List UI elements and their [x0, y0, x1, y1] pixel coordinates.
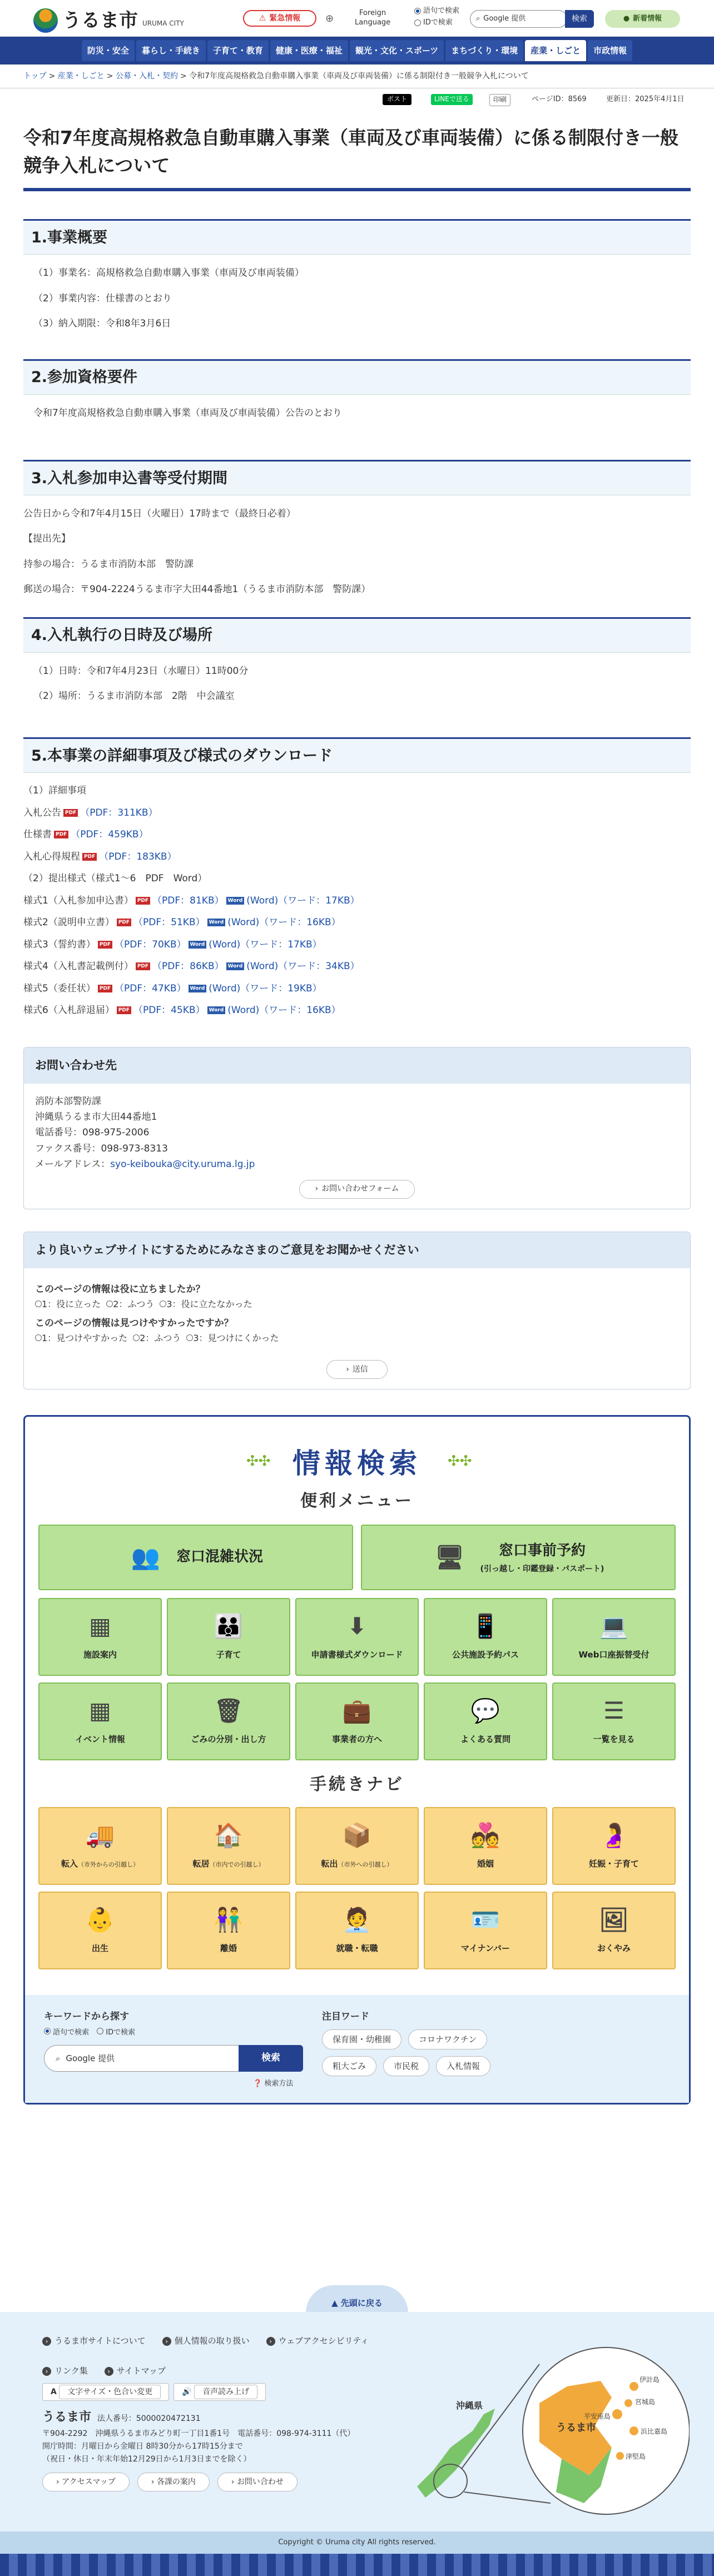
zoom-line	[464, 2492, 551, 2503]
download-form-icon: ⬇	[347, 1612, 367, 1640]
search-placeholder: Google 提供	[483, 14, 526, 23]
menu-tile[interactable]	[167, 1598, 290, 1676]
section-downloads	[23, 737, 691, 1018]
logo-subtext: URUMA CITY	[142, 19, 184, 27]
tile-label: 転入	[61, 1859, 78, 1869]
big-label: 窓口事前予約	[498, 1542, 586, 1560]
section-heading: 5.本事業の詳細事項及び様式のダウンロード	[23, 737, 691, 773]
doc-name: 入札心得規程	[23, 851, 80, 862]
radio-id-label: IDで検索	[423, 18, 453, 27]
procedure-nav-title: 手続きナビ	[310, 1775, 404, 1795]
back-to-top-label: 先頭に戻る	[340, 2298, 383, 2308]
speaker-icon: 🔊	[182, 2388, 192, 2396]
send-label: 送信	[352, 1364, 368, 1374]
form-name: 様式6（入札辞退届）	[23, 1005, 115, 1016]
island-dot	[629, 2382, 638, 2391]
word-link[interactable]: (Word)（ワード：17KB）	[209, 939, 322, 950]
gnav-item[interactable]: 暮らし・手続き	[136, 40, 206, 61]
word-icon: Word	[207, 1006, 226, 1014]
info-search-panel	[23, 1415, 691, 2105]
move-out-icon: 📦	[342, 1821, 372, 1849]
radio-id[interactable]	[414, 17, 459, 29]
word-icon: Word	[226, 897, 245, 905]
menu-tile[interactable]	[167, 1682, 290, 1760]
move-in-icon: 🚚	[85, 1821, 115, 1849]
island-dot	[629, 2426, 638, 2435]
breadcrumb	[0, 64, 714, 88]
map-label-city: うるま市	[556, 2422, 596, 2434]
pill-label: アクセスマップ	[62, 2477, 116, 2486]
pdf-link[interactable]: （PDF：47KB）	[115, 982, 186, 994]
radio-label: IDで検索	[106, 2028, 136, 2037]
text-size-button[interactable]	[42, 2383, 169, 2401]
map-label-island: 平安座島	[584, 2413, 611, 2420]
calendar-icon: ▦	[89, 1697, 111, 1725]
procedure-tile[interactable]	[552, 1892, 676, 1969]
tile-label: 子育て	[216, 1650, 241, 1660]
chevron-right-icon: ›	[346, 1364, 349, 1374]
map-label-island: 津堅島	[626, 2453, 646, 2460]
procedure-tile[interactable]	[424, 1807, 547, 1885]
corp-number: 法人番号：5000020472131	[97, 2414, 201, 2424]
text: （1）事業名：高規格救急自動車購入事業（車両及び車両装備）	[33, 267, 304, 279]
site-header	[0, 0, 714, 37]
footer-link[interactable]: › 個人情報の取り扱い	[162, 2334, 250, 2347]
form-name: 様式3（誓約書）	[23, 939, 96, 950]
menu-tile[interactable]	[424, 1598, 547, 1676]
keyword-search-button[interactable]: 検索	[239, 2045, 303, 2072]
form-name: 様式1（入札参加申込書）	[23, 895, 133, 906]
reception-icon: 🖥	[434, 1543, 465, 1571]
breadcrumb-sep: >	[106, 72, 113, 81]
question-icon: ❓	[253, 2079, 262, 2088]
pregnancy-icon: 🤰	[599, 1821, 629, 1849]
text-size-icon: A	[51, 2388, 57, 2396]
footer-link[interactable]: › サイトマップ	[105, 2364, 166, 2378]
word-link[interactable]: (Word)（ワード：19KB）	[209, 982, 322, 994]
pdf-link[interactable]: （PDF：70KB）	[115, 939, 186, 950]
access-map-button[interactable]: › アクセスマップ	[42, 2473, 130, 2491]
search-icon: ⌕	[476, 14, 480, 23]
doc-name: 仕様書	[23, 829, 52, 841]
tile-label: 転出	[321, 1859, 338, 1869]
breadcrumb-link[interactable]: 公募・入札・契約	[115, 72, 178, 81]
hot-words-title: 注目ワード	[322, 2011, 369, 2023]
print-button[interactable]: 印刷	[489, 94, 510, 106]
menu-tile[interactable]	[552, 1682, 676, 1760]
option-label: 1：役に立った	[42, 1299, 101, 1310]
procedure-tile[interactable]	[38, 1892, 162, 1969]
hours: 開庁時間：月曜日から金曜日 8時30分から17時15分まで	[42, 2441, 243, 2451]
tile-label: 転居	[192, 1859, 210, 1869]
text: （2）事業内容：仕様書のとおり	[33, 292, 172, 304]
section-heading: 1.事業概要	[23, 219, 691, 255]
radio-option[interactable]	[35, 1297, 101, 1312]
tile-label: イベント情報	[75, 1734, 125, 1745]
text: 持参の場合：うるま市消防本部 警防課	[23, 558, 194, 570]
text: （1）詳細事項	[23, 785, 86, 797]
section-heading: 2.参加資格要件	[23, 359, 691, 395]
pdf-icon: PDF	[98, 985, 112, 992]
id-card-icon: 🪪	[470, 1906, 500, 1934]
hot-word-chip[interactable]: 入札情報	[436, 2056, 490, 2076]
section-eligibility	[23, 359, 691, 421]
tile-label: マイナンバー	[461, 1943, 510, 1954]
back-to-top-button[interactable]	[306, 2285, 408, 2313]
copyright: Copyright © Uruma city All rights reserved.	[0, 2532, 714, 2554]
pdf-link[interactable]: （PDF：81KB）	[152, 895, 224, 906]
pdf-icon: PDF	[63, 809, 78, 817]
pdf-icon: PDF	[136, 962, 150, 970]
footer-link[interactable]: › リンク集	[42, 2364, 88, 2378]
house-move-icon: 🏠	[214, 1821, 244, 1849]
tile-label: 就職・転職	[336, 1943, 378, 1954]
send-button[interactable]	[326, 1360, 388, 1379]
text: 公告日から令和7年4月15日（火曜日）17時まで（最終日必着）	[23, 508, 296, 520]
parent-child-icon: 👪	[214, 1612, 244, 1640]
people-icon: 👥	[131, 1543, 161, 1571]
word-icon: Word	[189, 941, 207, 949]
contact-box	[23, 1047, 691, 1209]
read-aloud-button[interactable]	[173, 2383, 266, 2401]
page-id: ページID：8569	[532, 95, 587, 104]
faq-icon: 💬	[470, 1697, 500, 1725]
radio-option[interactable]	[35, 1331, 127, 1346]
logo-text: うるま市	[62, 9, 138, 32]
contact-heading: お問い合わせ先	[24, 1048, 690, 1084]
address: 〒904-2292 沖縄県うるま市みどり町一丁目1番1号 電話番号：098-974-3111（代）	[42, 2429, 355, 2438]
search-icon: ⌕	[56, 2053, 61, 2064]
keyword-search-area	[25, 1995, 689, 2103]
text: 郵送の場合：〒904-2224うるま市字大田44番地1（うるま市消防本部 警防課）	[23, 583, 371, 595]
option-label: 2：ふつう	[113, 1299, 155, 1310]
radio-option[interactable]	[133, 1331, 181, 1346]
gnav-item[interactable]: 健康・医療・福祉	[270, 40, 348, 61]
footer-city-name: うるま市	[42, 2410, 92, 2425]
radio-id[interactable]	[97, 2027, 135, 2039]
procedure-tile[interactable]	[552, 1807, 676, 1885]
feedback-heading: より良いウェブサイトにするためにみなさまのご意見をお聞かせください	[24, 1232, 690, 1269]
decorative-band	[0, 2554, 714, 2576]
footer-link[interactable]: › うるま市サイトについて	[42, 2334, 146, 2347]
job-icon: 🧑‍💼	[342, 1906, 372, 1934]
condolence-icon: 🖼	[599, 1906, 629, 1934]
counter-congestion-button[interactable]	[38, 1525, 353, 1590]
procedure-tile[interactable]	[167, 1892, 290, 1969]
section-overview	[23, 219, 691, 331]
form-name: 様式5（委任状）	[23, 982, 96, 994]
question: このページの情報は見つけやすかったですか？	[35, 1317, 234, 1329]
tile-sublabel: （市内での引越し）	[209, 1861, 265, 1869]
big-sublabel: (引っ越し・印鑑登録・パスポート)	[480, 1564, 604, 1574]
pill-label: お問い合わせ	[236, 2477, 284, 2486]
tile-label: Web口座振替受付	[578, 1650, 649, 1660]
breadcrumb-link[interactable]: 産業・しごと	[57, 72, 105, 81]
form-name: 様式4（入札書記載例付）	[23, 961, 133, 972]
tile-label: 施設案内	[83, 1650, 117, 1660]
section-heading: 3.入札参加申込書等受付期間	[23, 460, 691, 495]
option-label: 1：見つけやすかった	[42, 1332, 128, 1343]
decor-icon: ✣✣	[448, 1453, 472, 1470]
menu-tile[interactable]	[38, 1682, 162, 1760]
island-dot	[612, 2409, 622, 2419]
search-mode	[414, 6, 459, 29]
header-search-input[interactable]	[470, 10, 567, 28]
text: （1）日時：令和7年4月23日（水曜日）11時00分	[33, 665, 249, 677]
form-row	[23, 938, 681, 952]
pdf-link[interactable]: （PDF：45KB）	[133, 1005, 205, 1016]
pdf-link[interactable]: （PDF：86KB）	[152, 961, 224, 972]
tile-sublabel: （市外からの引越し）	[78, 1861, 139, 1869]
header-search-button[interactable]: 検索	[565, 10, 594, 28]
hot-word-chip[interactable]: 粗大ごみ	[322, 2056, 376, 2076]
tile-label: 一覧を見る	[593, 1734, 635, 1745]
menu-tile[interactable]	[295, 1682, 419, 1760]
tile-label: 出生	[91, 1943, 108, 1954]
new-arrivals-label: 新着情報	[633, 14, 662, 23]
section-heading: 4.入札執行の日時及び場所	[23, 617, 691, 653]
line-share-button[interactable]: LINEで送る	[431, 94, 473, 105]
tile-label: ごみの分別・出し方	[191, 1734, 266, 1745]
map-label-island: 伊計島	[639, 2376, 660, 2384]
text-size-label: 文字サイズ・色合い変更	[59, 2385, 161, 2399]
menu-tile[interactable]	[38, 1598, 162, 1676]
word-link[interactable]: (Word)（ワード：16KB）	[227, 1005, 341, 1016]
radio-phrase-label: 語句で検索	[423, 7, 460, 15]
pdf-icon: PDF	[98, 941, 112, 949]
procedure-tile[interactable]	[424, 1892, 547, 1969]
emergency-label: 緊急情報	[269, 13, 301, 23]
pdf-icon: PDF	[54, 831, 68, 838]
island-dot	[616, 2452, 624, 2460]
radio-phrase[interactable]	[414, 6, 459, 17]
map-label-island: 浜比嘉島	[641, 2428, 668, 2435]
pdf-icon: PDF	[82, 853, 97, 861]
word-icon: Word	[207, 919, 226, 926]
read-aloud-label: 音声読み上げ	[194, 2385, 257, 2399]
breadcrumb-current: 令和7年度高規格救急自動車購入事業（車両及び車両装備）に係る制限付き一般競争入札について	[189, 72, 529, 81]
island-dot	[624, 2399, 632, 2407]
procedure-tile[interactable]	[167, 1807, 290, 1885]
counter-reservation-button[interactable]	[361, 1525, 676, 1590]
gnav-item[interactable]: 防災・安全	[82, 40, 135, 61]
contact-form-label: お問い合わせフォーム	[321, 1184, 399, 1194]
radio-option[interactable]	[160, 1297, 252, 1312]
pdf-icon: PDF	[117, 919, 131, 926]
list-icon: ☰	[603, 1697, 624, 1725]
tile-label: 妊娠・子育て	[588, 1859, 639, 1869]
form-name: 様式2（説明申立書）	[23, 917, 115, 929]
site-footer	[0, 2312, 714, 2532]
hot-word-chip[interactable]: 保育園・幼稚園	[322, 2029, 401, 2049]
search-placeholder: Google 提供	[66, 2053, 115, 2064]
procedure-tile[interactable]	[295, 1807, 419, 1885]
form-row	[23, 960, 681, 974]
breadcrumb-sep: >	[48, 72, 56, 81]
map-label-prefecture: 沖縄県	[456, 2400, 483, 2411]
doc-name: 入札公告	[23, 807, 61, 818]
x-post-button[interactable]: ポスト	[383, 94, 411, 105]
lang-line-2: Language	[355, 18, 391, 27]
briefcase-icon: 💼	[342, 1697, 372, 1725]
decor-icon: ✣✣	[246, 1453, 271, 1470]
new-arrivals-button[interactable]	[605, 10, 680, 28]
departments-button[interactable]: › 各課の案内	[137, 2473, 210, 2491]
contact-form-button[interactable]	[299, 1180, 415, 1199]
email-link[interactable]: syo-keibouka@city.uruma.lg.jp	[110, 1158, 255, 1170]
procedure-tile[interactable]	[295, 1892, 419, 1969]
gnav-item[interactable]: まちづくり・環境	[445, 40, 523, 61]
menu-tile[interactable]	[552, 1598, 676, 1676]
word-icon: Word	[226, 962, 245, 970]
radio-label: 語句で検索	[53, 2028, 90, 2037]
menu-tile[interactable]	[424, 1682, 547, 1760]
option-label: 3：役に立たなかった	[166, 1299, 252, 1310]
marriage-icon: 💑	[470, 1821, 500, 1849]
menu-tile[interactable]	[295, 1598, 419, 1676]
hot-word-chip[interactable]: コロナワクチン	[408, 2029, 487, 2049]
chevron-right-icon: ›	[315, 1184, 319, 1194]
section-execution	[23, 617, 691, 704]
radio-option[interactable]	[186, 1331, 279, 1346]
building-icon: ▦	[89, 1612, 111, 1640]
tile-label: よくある質問	[460, 1734, 510, 1745]
keyword-search-title: キーワードから探す	[44, 2011, 129, 2023]
question: このページの情報は役に立ちましたか？	[35, 1284, 205, 1296]
web-transfer-icon: 💻	[599, 1612, 629, 1640]
footer-link[interactable]: › ウェブアクセシビリティ	[266, 2334, 369, 2347]
tile-label: 婚姻	[477, 1859, 494, 1869]
form-row	[23, 916, 681, 930]
hours-note: （祝日・休日・年末年始12月29日から1月3日までを除く）	[42, 2454, 251, 2464]
text: ファクス番号：098-973-8313	[35, 1143, 168, 1154]
breadcrumb-sep: >	[180, 72, 187, 81]
convenience-menu-title: 便利メニュー	[300, 1491, 414, 1511]
page-meta	[0, 88, 714, 111]
city-emblem-icon	[33, 8, 58, 33]
okinawa-map	[400, 2320, 690, 2520]
pdf-link[interactable]: （PDF：51KB）	[133, 917, 205, 929]
pill-label: 各課の案内	[156, 2477, 196, 2486]
text: 電話番号：098-975-2006	[35, 1127, 150, 1139]
feedback-box	[23, 1232, 691, 1389]
keyword-search-input[interactable]	[44, 2045, 240, 2072]
text: 沖縄県うるま市大田44番地1	[35, 1111, 157, 1123]
pdf-icon: PDF	[136, 897, 150, 905]
word-link[interactable]: (Word)（ワード：34KB）	[246, 961, 360, 972]
form-row	[23, 1004, 681, 1018]
word-icon: Word	[189, 985, 207, 992]
word-link[interactable]: (Word)（ワード：16KB）	[227, 917, 341, 929]
tile-sublabel: （市外への引越し）	[338, 1861, 393, 1869]
tile-label: 公共施設予約パス	[452, 1650, 519, 1660]
new-icon: ●	[623, 14, 630, 23]
gnav-item[interactable]: 観光・文化・スポーツ	[350, 40, 444, 61]
word-link[interactable]: (Word)（ワード：17KB）	[246, 895, 360, 906]
divorce-icon: 👫	[214, 1906, 244, 1934]
radio-option[interactable]	[106, 1297, 154, 1312]
phone-facility-icon: 📱	[470, 1612, 500, 1640]
tile-label: 離婚	[220, 1943, 237, 1954]
text: 令和7年度高規格救急自動車購入事業（車両及び車両装備）公告のとおり	[33, 407, 342, 419]
option-label: 2：ふつう	[140, 1332, 181, 1343]
info-search-title: 情報検索	[292, 1447, 422, 1480]
okinawa-island-shape	[417, 2409, 495, 2498]
site-logo[interactable]	[33, 6, 184, 36]
pdf-icon: PDF	[117, 1006, 131, 1014]
section-application	[23, 460, 691, 597]
pdf-link[interactable]: （PDF：459KB）	[71, 829, 148, 841]
page-title: 令和7年度高規格救急自動車購入事業（車両及び車両装備）に係る制限付き一般競争入札について	[23, 124, 691, 191]
howto-label: 検索方法	[264, 2079, 294, 2088]
tile-label: 事業者の方へ	[331, 1734, 382, 1745]
form-row	[23, 894, 681, 909]
global-nav	[0, 37, 714, 64]
hot-word-chip[interactable]: 市民税	[383, 2056, 429, 2076]
emergency-button[interactable]	[243, 10, 316, 27]
form-row	[23, 982, 681, 996]
search-howto-link[interactable]	[253, 2078, 293, 2090]
pdf-link[interactable]: （PDF：183KB）	[99, 851, 177, 862]
globe-icon: ⊕	[325, 13, 334, 24]
procedure-tile[interactable]	[38, 1807, 162, 1885]
baby-icon: 👶	[85, 1906, 115, 1934]
language-link[interactable]	[355, 9, 390, 28]
map-label-island: 宮城島	[635, 2398, 656, 2406]
gnav-item-active[interactable]: 産業・しごと	[525, 40, 586, 61]
text: 【提出先】	[23, 533, 71, 545]
warning-icon: ⚠	[259, 13, 266, 23]
big-label: 窓口混雑状況	[176, 1548, 263, 1566]
gnav-item[interactable]: 子育て・教育	[207, 40, 269, 61]
trash-icon: 🗑	[214, 1697, 244, 1725]
text: （2）場所：うるま市消防本部 2階 中会議室	[33, 691, 235, 702]
text: （3）納入期限：令和8年3月6日	[33, 317, 171, 329]
updated-date: 更新日：2025年4月1日	[606, 95, 685, 104]
text: （2）提出様式（様式1～6 PDF Word）	[23, 873, 207, 885]
text: 消防本部警防課	[35, 1096, 101, 1108]
arrow-up-icon: ▲	[331, 2298, 338, 2308]
radio-phrase[interactable]	[44, 2027, 89, 2039]
pdf-link[interactable]: （PDF：311KB）	[80, 807, 158, 818]
lang-line-1: Foreign	[359, 9, 386, 17]
breadcrumb-link[interactable]: トップ	[23, 72, 47, 81]
tile-label: おくやみ	[597, 1943, 631, 1954]
gnav-item[interactable]: 市政情報	[588, 40, 632, 61]
inquiry-button[interactable]: › お問い合わせ	[217, 2473, 298, 2491]
tile-label: 申請書様式ダウンロード	[311, 1650, 403, 1660]
option-label: 3：見つけにくかった	[193, 1332, 279, 1343]
text: メールアドレス：	[35, 1158, 111, 1170]
